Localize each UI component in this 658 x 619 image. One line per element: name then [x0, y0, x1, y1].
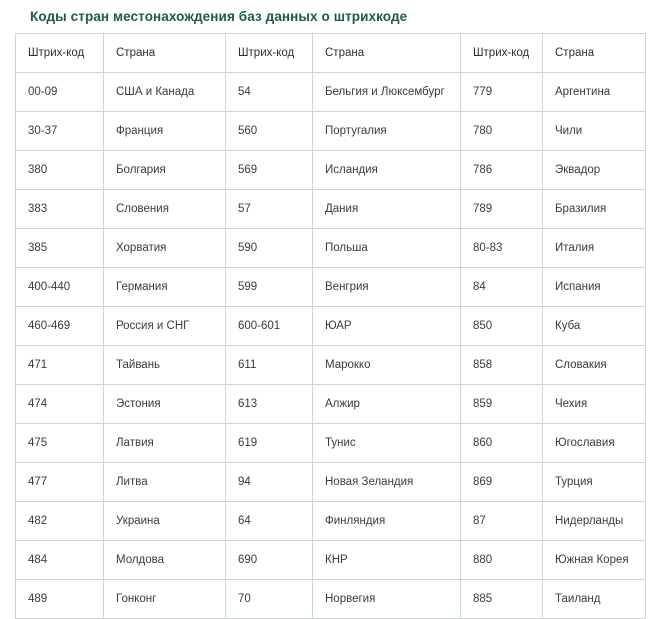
- table-row: [16, 190, 646, 229]
- cell-code-2: 64: [226, 502, 313, 541]
- cell-country-3: Аргентина: [543, 73, 646, 112]
- table-row: [16, 424, 646, 463]
- cell-code-2: 613: [226, 385, 313, 424]
- cell-code-3: 779: [461, 73, 543, 112]
- table-row: [16, 73, 646, 112]
- cell-country-2: Бельгия и Люксембург: [313, 73, 461, 112]
- table-row: [16, 268, 646, 307]
- cell-code-2: 57: [226, 190, 313, 229]
- cell-country-1: Украина: [104, 502, 226, 541]
- cell-country-3: Нидерланды: [543, 502, 646, 541]
- column-header-country-3: Страна: [543, 34, 646, 73]
- cell-country-3: Таиланд: [543, 580, 646, 619]
- table-row: [16, 346, 646, 385]
- cell-code-3: 858: [461, 346, 543, 385]
- cell-country-2: Польша: [313, 229, 461, 268]
- cell-country-3: Словакия: [543, 346, 646, 385]
- cell-country-1: Франция: [104, 112, 226, 151]
- column-header-country-2: Страна: [313, 34, 461, 73]
- table-row: [16, 463, 646, 502]
- table-row: [16, 385, 646, 424]
- cell-country-2: Финляндия: [313, 502, 461, 541]
- cell-country-1: Хорватия: [104, 229, 226, 268]
- cell-code-1: 385: [16, 229, 104, 268]
- cell-country-2: Алжир: [313, 385, 461, 424]
- cell-code-1: 489: [16, 580, 104, 619]
- cell-country-1: Россия и СНГ: [104, 307, 226, 346]
- cell-country-3: Куба: [543, 307, 646, 346]
- cell-code-1: 400-440: [16, 268, 104, 307]
- table-row: [16, 112, 646, 151]
- cell-code-1: 477: [16, 463, 104, 502]
- column-header-code-1: Штрих-код: [16, 34, 104, 73]
- table-row: [16, 580, 646, 619]
- cell-code-2: 599: [226, 268, 313, 307]
- cell-country-2: Исландия: [313, 151, 461, 190]
- cell-country-1: Латвия: [104, 424, 226, 463]
- cell-country-2: КНР: [313, 541, 461, 580]
- cell-country-3: Турция: [543, 463, 646, 502]
- cell-code-2: 690: [226, 541, 313, 580]
- table-row: [16, 307, 646, 346]
- cell-code-1: 484: [16, 541, 104, 580]
- cell-country-1: Эстония: [104, 385, 226, 424]
- cell-code-1: 30-37: [16, 112, 104, 151]
- cell-code-1: 482: [16, 502, 104, 541]
- cell-code-3: 859: [461, 385, 543, 424]
- cell-code-1: 474: [16, 385, 104, 424]
- cell-country-3: Бразилия: [543, 190, 646, 229]
- column-header-code-2: Штрих-код: [226, 34, 313, 73]
- cell-country-1: Словения: [104, 190, 226, 229]
- cell-country-3: Чили: [543, 112, 646, 151]
- cell-country-2: ЮАР: [313, 307, 461, 346]
- cell-country-1: Гонконг: [104, 580, 226, 619]
- cell-code-1: 00-09: [16, 73, 104, 112]
- cell-code-3: 850: [461, 307, 543, 346]
- cell-code-1: 380: [16, 151, 104, 190]
- cell-code-2: 611: [226, 346, 313, 385]
- cell-code-2: 619: [226, 424, 313, 463]
- cell-country-1: Германия: [104, 268, 226, 307]
- cell-code-2: 569: [226, 151, 313, 190]
- cell-code-2: 590: [226, 229, 313, 268]
- cell-country-1: США и Канада: [104, 73, 226, 112]
- cell-country-1: Тайвань: [104, 346, 226, 385]
- cell-code-3: 869: [461, 463, 543, 502]
- table-row: [16, 502, 646, 541]
- cell-code-3: 87: [461, 502, 543, 541]
- cell-code-1: 475: [16, 424, 104, 463]
- cell-country-2: Дания: [313, 190, 461, 229]
- cell-code-2: 94: [226, 463, 313, 502]
- cell-code-2: 600-601: [226, 307, 313, 346]
- cell-country-3: Испания: [543, 268, 646, 307]
- table-row: [16, 541, 646, 580]
- cell-country-2: Новая Зеландия: [313, 463, 461, 502]
- cell-code-3: 885: [461, 580, 543, 619]
- cell-country-3: Эквадор: [543, 151, 646, 190]
- cell-code-1: 460-469: [16, 307, 104, 346]
- column-header-code-3: Штрих-код: [461, 34, 543, 73]
- cell-country-3: Южная Корея: [543, 541, 646, 580]
- cell-country-2: Марокко: [313, 346, 461, 385]
- column-header-country-1: Страна: [104, 34, 226, 73]
- cell-code-1: 383: [16, 190, 104, 229]
- page-title: Коды стран местонахождения баз данных о штрихкоде: [30, 9, 408, 24]
- cell-code-2: 560: [226, 112, 313, 151]
- cell-country-2: Норвегия: [313, 580, 461, 619]
- cell-country-1: Болгария: [104, 151, 226, 190]
- table-header-row: [16, 34, 646, 73]
- cell-country-2: Португалия: [313, 112, 461, 151]
- cell-code-3: 780: [461, 112, 543, 151]
- cell-code-1: 471: [16, 346, 104, 385]
- cell-code-3: 880: [461, 541, 543, 580]
- table-row: [16, 229, 646, 268]
- cell-country-2: Венгрия: [313, 268, 461, 307]
- cell-code-3: 786: [461, 151, 543, 190]
- table-body: [16, 73, 646, 619]
- table-header: [16, 34, 646, 73]
- cell-code-3: 84: [461, 268, 543, 307]
- cell-country-1: Литва: [104, 463, 226, 502]
- barcode-country-codes-table: [15, 33, 646, 619]
- cell-code-3: 789: [461, 190, 543, 229]
- cell-code-2: 54: [226, 73, 313, 112]
- cell-country-3: Италия: [543, 229, 646, 268]
- table-row: [16, 151, 646, 190]
- cell-code-3: 80-83: [461, 229, 543, 268]
- cell-country-3: Югославия: [543, 424, 646, 463]
- cell-country-1: Молдова: [104, 541, 226, 580]
- cell-code-2: 70: [226, 580, 313, 619]
- cell-country-3: Чехия: [543, 385, 646, 424]
- cell-country-2: Тунис: [313, 424, 461, 463]
- cell-code-3: 860: [461, 424, 543, 463]
